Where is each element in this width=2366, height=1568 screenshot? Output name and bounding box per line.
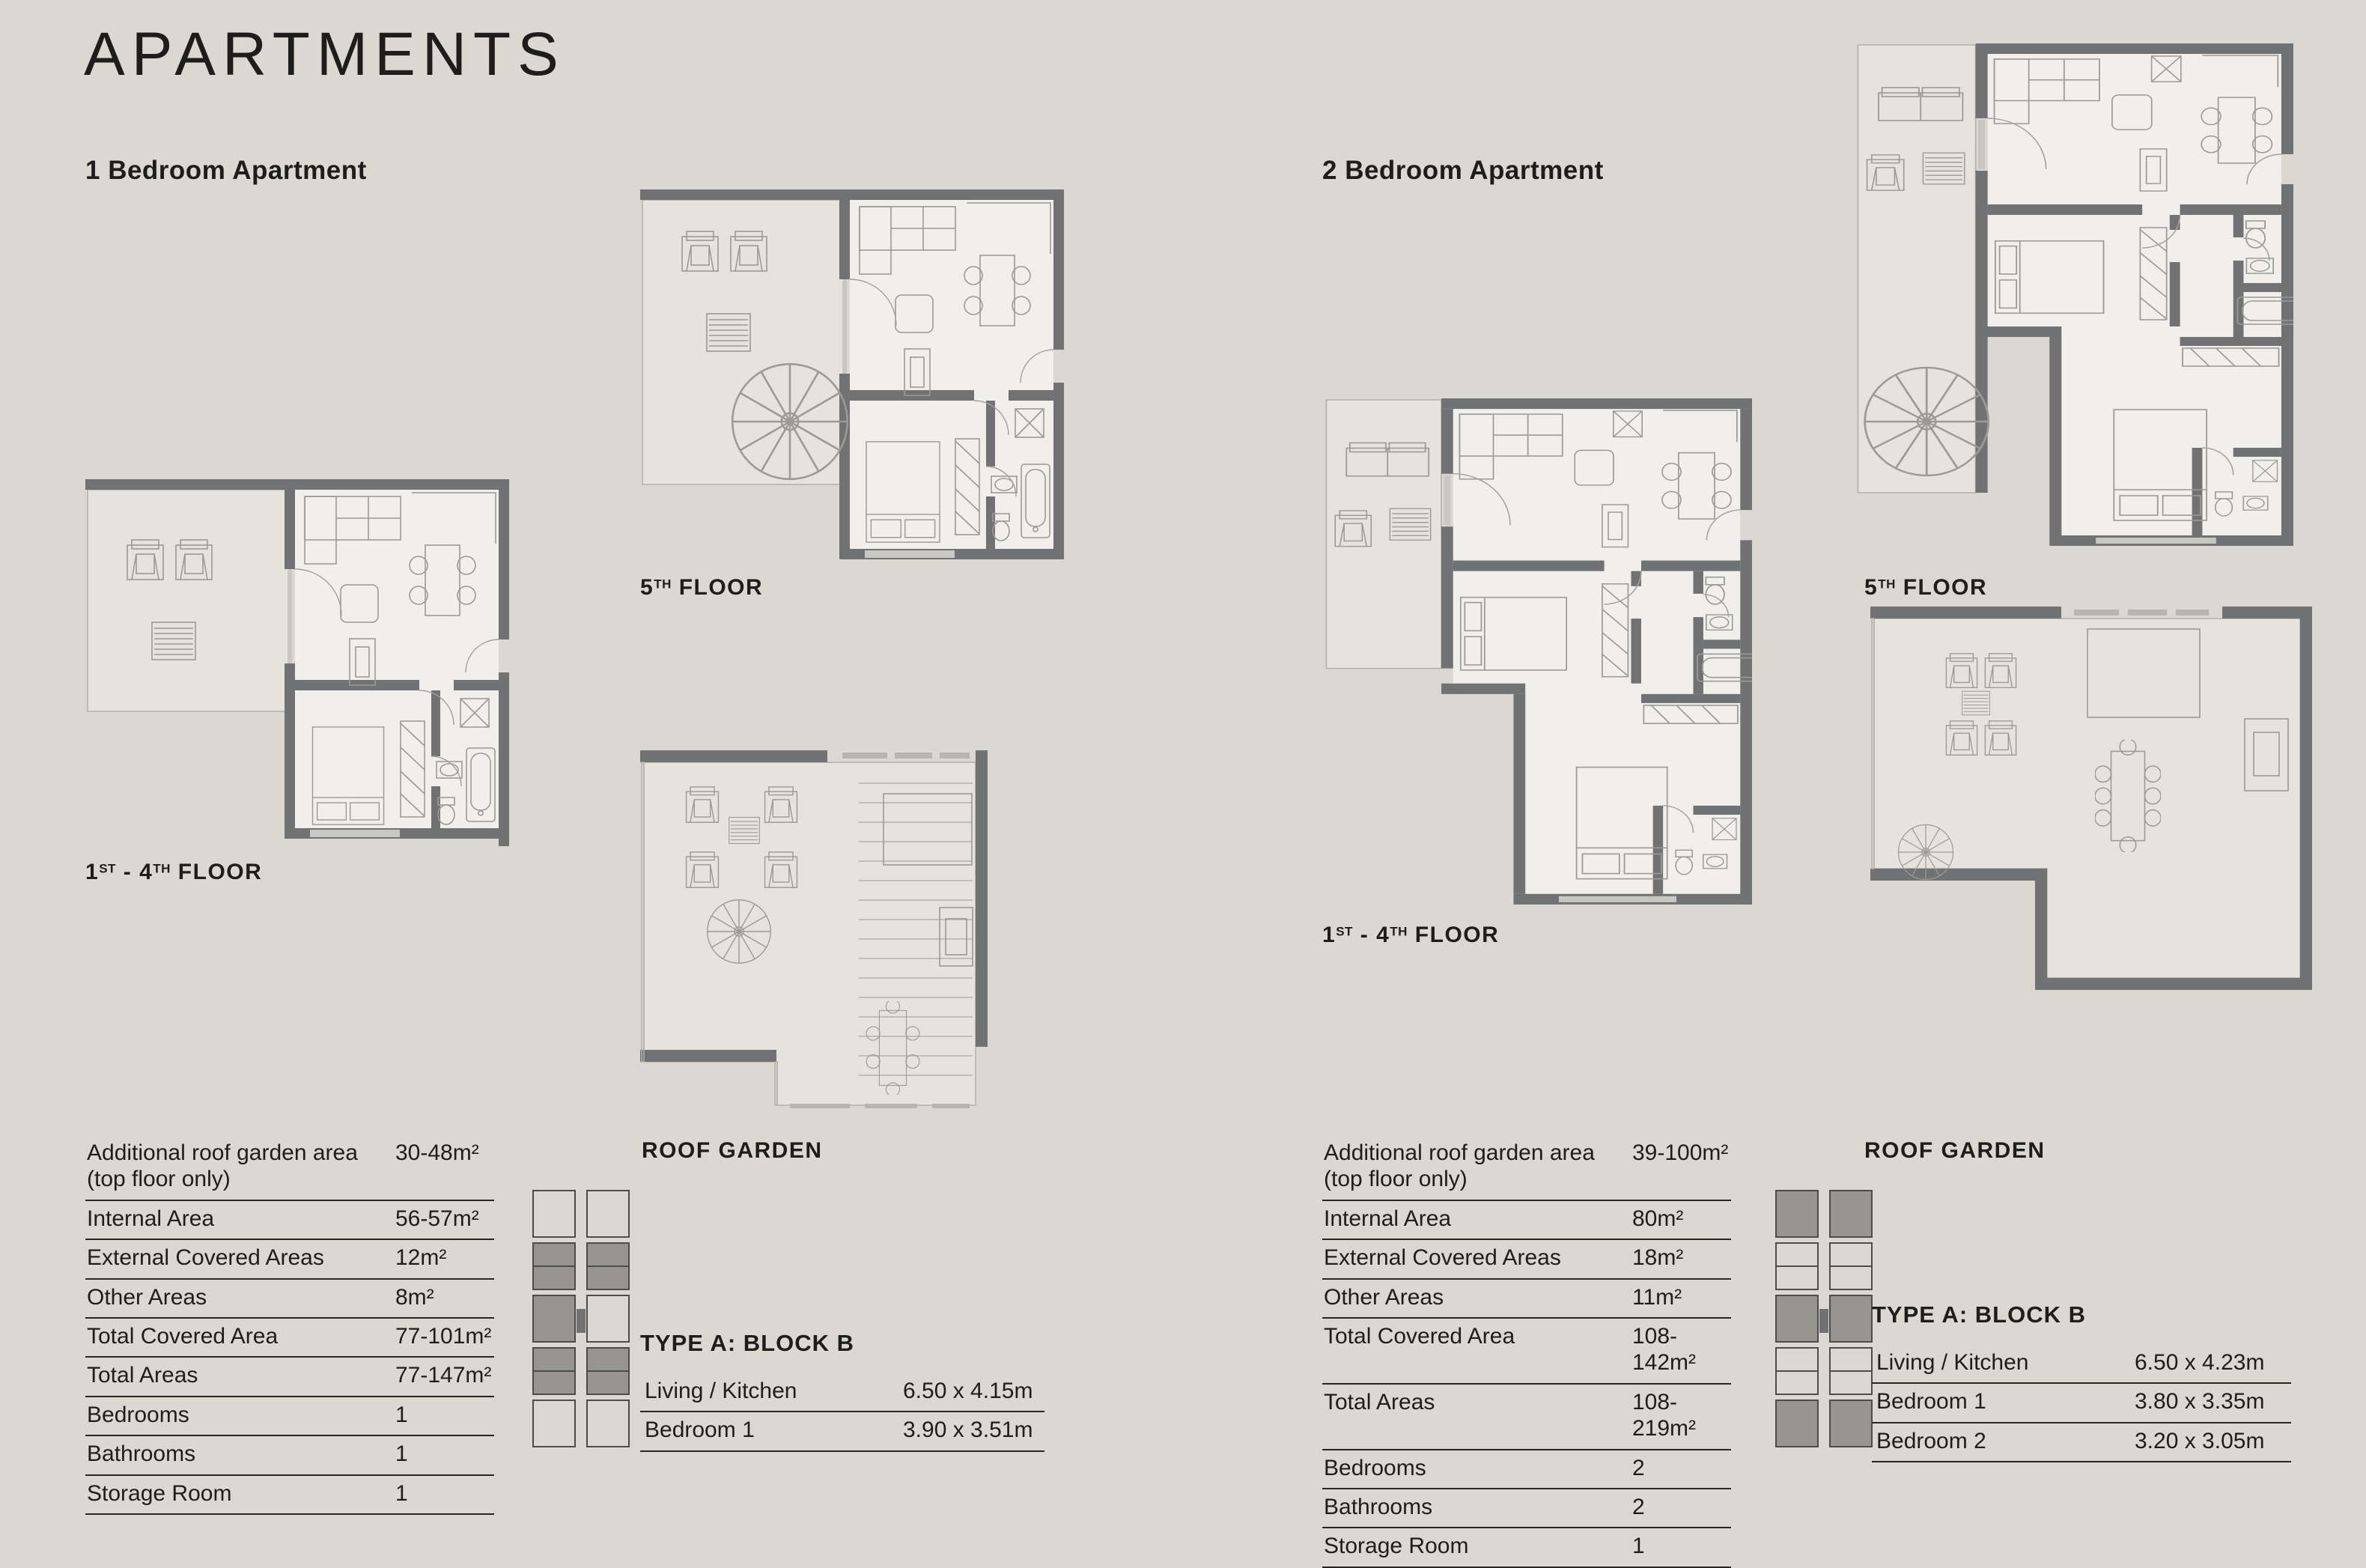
row-label: Living / Kitchen	[1876, 1350, 2029, 1375]
table-row	[640, 1412, 1044, 1451]
row-value: 1	[395, 1480, 408, 1506]
table-row	[1322, 1240, 1731, 1279]
row-label: Internal Area	[87, 1206, 215, 1231]
table-row	[85, 1319, 494, 1358]
row-label: Bedroom 1	[1876, 1389, 1986, 1414]
row-label: Living / Kitchen	[645, 1379, 797, 1403]
type-table-2bed	[1872, 1301, 2291, 1462]
row-label: Bedrooms	[87, 1402, 189, 1427]
floor-label-1bed-roof: ROOF GARDEN	[642, 1138, 823, 1163]
page-title: APARTMENTS	[84, 20, 565, 88]
row-label: Storage Room	[87, 1480, 232, 1506]
row-value: 108-142m²	[1632, 1323, 1697, 1376]
row-label: External Covered Areas	[87, 1245, 324, 1271]
row-value: 77-147m²	[395, 1363, 492, 1388]
table-row	[85, 1397, 494, 1436]
row-label: Other Areas	[1324, 1284, 1444, 1310]
row-value: 11m²	[1632, 1284, 1682, 1310]
row-value: 6.50 x 4.23m	[2135, 1350, 2265, 1375]
row-label: Additional roof garden area (top floor only)	[1324, 1140, 1595, 1192]
floor-label-1bed-5: 5TH FLOOR	[640, 575, 764, 600]
table-row	[1322, 1450, 1731, 1489]
row-value: 56-57m²	[395, 1206, 479, 1231]
floor-label-2bed-5: 5TH FLOOR	[1864, 575, 1988, 600]
type-table-title: TYPE A: BLOCK B	[1872, 1301, 2086, 1328]
row-value: 6.50 x 4.15m	[903, 1379, 1033, 1403]
row-label: Bedrooms	[1324, 1455, 1426, 1480]
table-row	[1322, 1201, 1731, 1240]
floor-plan-1bed-floor-5-image	[640, 189, 1078, 568]
row-value: 30-48m²	[395, 1140, 479, 1165]
row-value: 1	[395, 1402, 408, 1427]
table-row	[85, 1201, 494, 1240]
row-value: 80m²	[1632, 1206, 1684, 1231]
row-label: Total Covered Area	[87, 1323, 279, 1349]
key-plan-1bed-image	[529, 1189, 633, 1453]
floor-plan-2bed-floors-1-4-image	[1324, 398, 1752, 915]
table-row	[1322, 1385, 1731, 1450]
row-value: 8m²	[395, 1284, 434, 1310]
table-row	[85, 1240, 494, 1279]
floor-label-1bed-1-4: 1ST - 4TH FLOOR	[85, 860, 263, 884]
row-value: 77-101m²	[395, 1323, 492, 1349]
table-row	[1322, 1528, 1731, 1567]
row-value: 2	[1632, 1455, 1645, 1480]
table-row	[85, 1436, 494, 1475]
section-heading-2bed: 2 Bedroom Apartment	[1322, 156, 1604, 185]
row-value: 3.90 x 3.51m	[903, 1417, 1033, 1443]
row-label: Storage Room	[1324, 1534, 1469, 1559]
row-label: External Covered Areas	[1324, 1245, 1561, 1271]
key-plan-2bed-image	[1772, 1189, 1876, 1453]
row-value: 1	[1632, 1534, 1645, 1559]
row-label: Bedroom 1	[645, 1417, 755, 1443]
row-label: Bedroom 2	[1876, 1428, 1986, 1453]
row-value: 1	[395, 1441, 408, 1467]
type-table-1bed	[640, 1330, 1044, 1452]
area-table-2bed	[1322, 1135, 1731, 1568]
table-row	[1872, 1345, 2291, 1384]
row-label: Total Areas	[87, 1363, 198, 1388]
floor-plan-1bed-roof-garden-image	[640, 750, 998, 1125]
row-label: Bathrooms	[1324, 1494, 1433, 1519]
table-row	[1872, 1423, 2291, 1462]
table-row	[85, 1358, 494, 1397]
table-row	[1322, 1135, 1731, 1201]
row-label: Bathrooms	[87, 1441, 196, 1467]
row-value: 108-219m²	[1632, 1389, 1697, 1441]
row-label: Other Areas	[87, 1284, 207, 1310]
table-row	[1322, 1280, 1731, 1319]
row-label: Additional roof garden area (top floor only)	[87, 1140, 358, 1192]
table-row	[1322, 1319, 1731, 1385]
table-row	[85, 1135, 494, 1201]
table-row	[85, 1476, 494, 1515]
area-table-1bed	[85, 1135, 494, 1515]
floor-plan-2bed-roof-garden-image	[1870, 607, 2312, 990]
floor-plan-1bed-floors-1-4-image	[85, 479, 509, 846]
table-row	[85, 1280, 494, 1319]
type-table-title: TYPE A: BLOCK B	[640, 1330, 854, 1356]
row-value: 2	[1632, 1494, 1645, 1519]
row-value: 12m²	[395, 1245, 447, 1271]
row-value: 3.80 x 3.35m	[2135, 1389, 2265, 1414]
row-label: Total Areas	[1324, 1389, 1435, 1414]
table-row	[1872, 1384, 2291, 1423]
floor-plan-2bed-floor-5-image	[1855, 43, 2293, 568]
row-label: Total Covered Area	[1324, 1323, 1515, 1349]
floor-label-2bed-roof: ROOF GARDEN	[1864, 1138, 2046, 1163]
section-heading-1bed: 1 Bedroom Apartment	[85, 156, 367, 185]
row-value: 18m²	[1632, 1245, 1684, 1271]
table-row	[1322, 1489, 1731, 1528]
row-value: 39-100m²	[1632, 1140, 1729, 1165]
row-value: 3.20 x 3.05m	[2135, 1428, 2265, 1453]
row-label: Internal Area	[1324, 1206, 1452, 1231]
floor-label-2bed-1-4: 1ST - 4TH FLOOR	[1322, 923, 1500, 947]
table-row	[640, 1373, 1044, 1412]
